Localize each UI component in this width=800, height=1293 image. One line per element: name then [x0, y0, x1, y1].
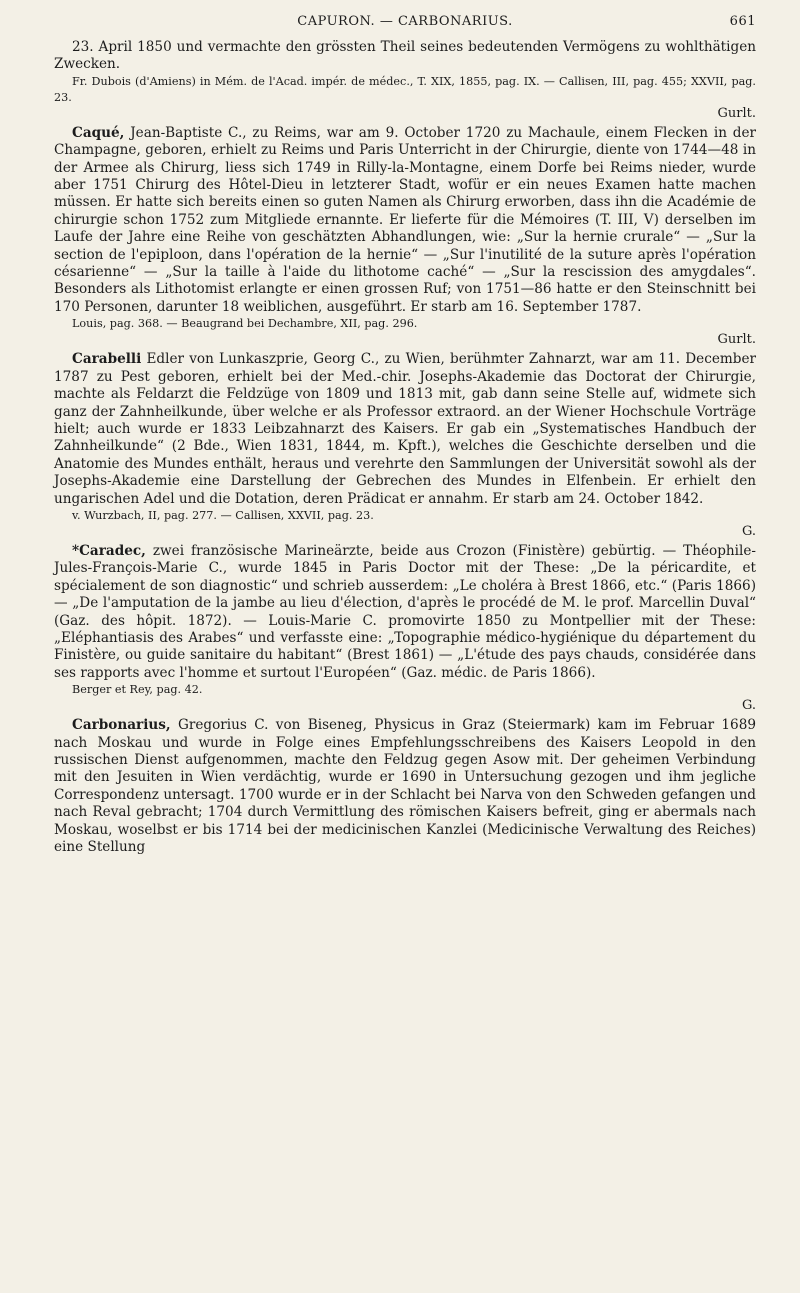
running-header	[54, 10, 756, 36]
entry-name: *Caradec,	[72, 542, 146, 559]
entry-text: Gregorius C. von Biseneg, Physicus in Graz (Steiermark) kam im Februar 1689 nach Moskau und wurde in Folge eines Empfehlungsschreibens des Kaisers Leopold in den russischen Dienst aufgenommen, machte den Feldzug gegen Asow mit. Der geheimen Verbindung mit den Jesuiten in Wien verdächtig, wurde er 1690 in Untersuchung gezogen und ihm jegliche Correspondenz untersagt. 1700 wurde er in der Schlacht bei Narva von den Schweden gefangen und nach Reval gebracht; 1704 durch Vermittlung des römischen Kaisers befreit, ging er abermals nach Moskau, woselbst er bis 1714 bei der medicinischen Kanzlei (Medicinische Verwaltung des Reiches) eine Stellung	[54, 717, 756, 856]
entry-reference: v. Wurzbach, II, pag. 277. — Callisen, XXVII, pag. 23.	[72, 508, 374, 522]
entry-caque	[54, 125, 756, 348]
entry-text-block	[54, 717, 756, 856]
entry-text: zwei französische Marineärzte, beide aus Crozon (Finistère) gebürtig. — Théophile-Jules-François-Marie C., wurde 1845 in Paris Doctor mit der These: „De la péricardite, et spécialement de son diagnostic“ und schrieb ausserdem: „Le choléra à Brest 1866, etc.“ (Paris 1866) — „De l'amputation de la jambe au lieu d'élection, d'après le procédé de M. le prof. Marcellin Duval“ (Gaz. des hôpit. 1872). — Louis-Marie C. promovirte 1850 zu Montpellier mit der These: „Eléphantiasis des Arabes“ und verfasste eine: „Topographie médico-hygiénique du département du Finistère, ou guide sanitaire du habitant“ (Brest 1861) — „L'étude des pays chauds, considérée dans ses rapports avec l'homme et surtout l'Européen“ (Gaz. médic. de Paris 1866).	[54, 542, 757, 681]
entry-name: Carabelli	[72, 351, 142, 368]
entry-text: Jean-Baptiste C., zu Reims, war am 9. October 1720 zu Machaule, einem Flecken in der Champagne, geboren, erhielt zu Reims und Paris Unterricht in der Chirurgie, diente von 1744—48 in der Armee als Chirurg, liess sich 1749 in Rilly-la-Montagne, einem Dorfe bei Reims nieder, wurde aber 1751 Chirurg des Hôtel-Dieu in letzterer Stadt, wofür er ein neues Examen hatte machen müssen. Er hatte sich bereits einen so guten Namen als Chirurg erworben, dass ihn die Académie de chirurgie schon 1752 zum Mitgliede ernannte. Er lieferte für die Mémoires (T. III, V) derselben im Laufe der Jahre eine Reihe von geschätzten Abhandlungen, wie: „Sur la hernie crurale“ — „Sur la section de l'epiploon, dans l'opération de la hernie“ — „Sur l'inutilité de la suture après l'opération césarienne“ — „Sur la taille à l'aide du lithotome caché“ — „Sur la rescission des amygdales“. Besonders als Lithotomist erlangte er einen grossen Ruf; von 1751—86 hatte er den Steinschnitt bei 170 Personen, darunter 18 weiblichen, ausgeführt. Er starb am 16. September 1787.	[54, 124, 756, 315]
entry-signature: G.	[741, 523, 756, 539]
entry-text: Edler von Lunkaszprie, Georg C., zu Wien, berühmter Zahnarzt, war am 11. December 1787 zu Pest geboren, erhielt bei der Med.-chir. Josephs-Akademie das Doctorat der Chirurgie, machte als Feldarzt die Feldzüge von 1809 und 1813 mit, gab dann seine Stelle auf, widmete sich ganz der Zahnheilkunde, über welche er als Professor extraord. an der Wiener Hochschule Vorträge hielt; auch wurde er 1833 Leibzahnarzt des Kaisers. Er gab ein „Systematisches Handbuch der Zahnheilkunde“ (2 Bde., Wien 1831, 1844, m. Kpft.), welches die Geschichte derselben und die Anatomie des Mundes enthält, heraus und verehrte den Sammlungen der Universität sowohl als der Josephs-Akademie eine Darstellung der Gebrechen des Mundes in Elfenbein. Er erhielt den ungarischen Adel und die Dotation, deren Prädicat er annahm. Er starb am 24. October 1842.	[54, 351, 757, 507]
entry-text: 23. April 1850 und vermachte den grössten Theil seines bedeutenden Vermögens zu wohlthätigen Zwecken.	[54, 39, 756, 73]
entry-reference: Fr. Dubois (d'Amiens) in Mém. de l'Acad. impér. de médec., T. XIX, 1855, pag. IX. — Callisen, III, pag. 455; XXVII, pag. 23.	[54, 74, 756, 104]
entry-caradec	[54, 543, 756, 714]
entry-text-block	[54, 125, 756, 316]
page-body	[54, 39, 756, 856]
entry-reference: Louis, pag. 368. — Beaugrand bei Dechambre, XII, pag. 296.	[72, 317, 418, 331]
entry-carabelli	[54, 351, 756, 540]
entry-signature: Gurlt.	[717, 332, 756, 348]
entry-signature: G.	[741, 698, 756, 714]
page-number: 661	[729, 14, 756, 29]
entry-name: Carbonarius,	[72, 717, 171, 734]
entry-text-block	[54, 351, 756, 508]
entry-capuron-continued	[54, 39, 756, 122]
entry-carbonarius	[54, 717, 756, 856]
running-title: CAPURON. — CARBONARIUS.	[297, 14, 513, 29]
entry-signature: Gurlt.	[717, 105, 756, 121]
entry-text-block	[54, 543, 756, 682]
entry-reference: Berger et Rey, pag. 42.	[72, 683, 203, 697]
entry-name: Caqué,	[72, 124, 125, 141]
